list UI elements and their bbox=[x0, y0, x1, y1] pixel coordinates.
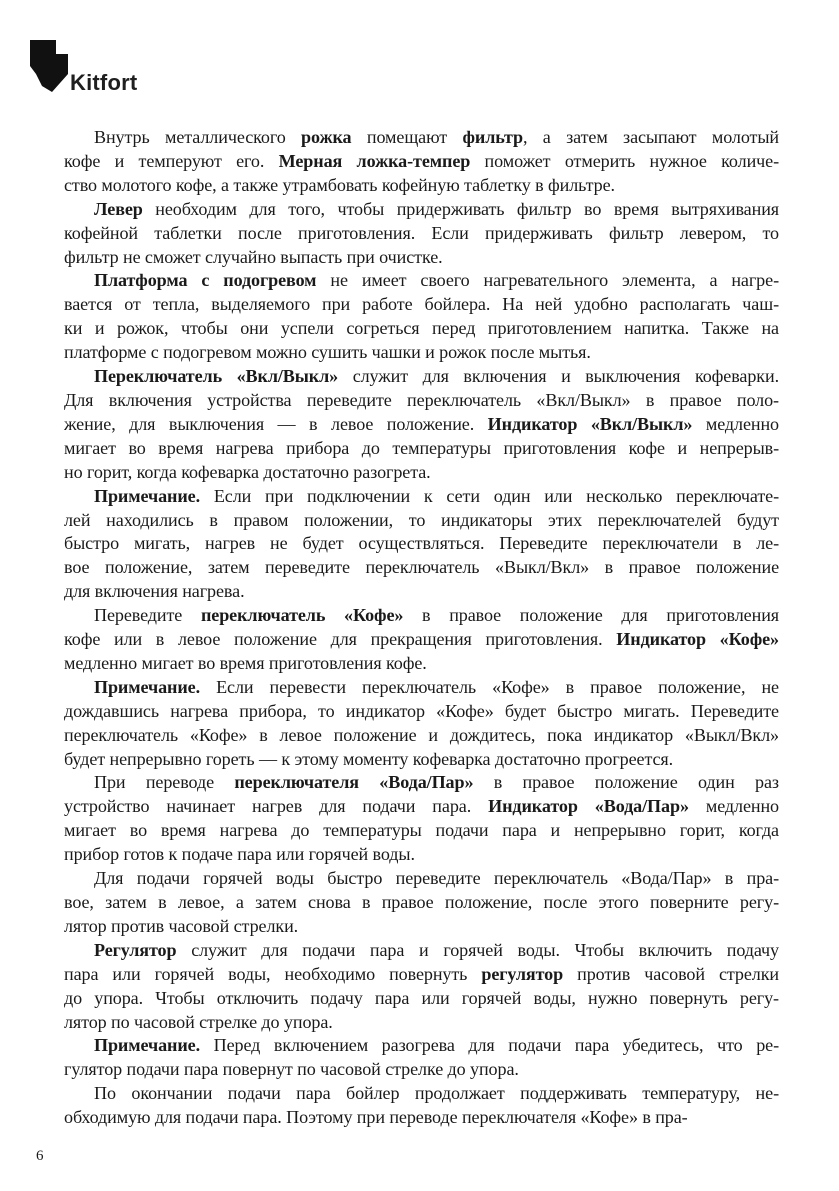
text-run: медленно bbox=[692, 413, 779, 434]
paragraph bbox=[64, 485, 779, 605]
text-run: Для включения устройства переведите переключатель «Вкл/Выкл» в правое поло- bbox=[64, 389, 779, 410]
text-line bbox=[64, 843, 779, 867]
text-line bbox=[64, 509, 779, 533]
text-line bbox=[64, 867, 779, 891]
text-run: , а затем засыпают молотый bbox=[523, 127, 779, 147]
text-line bbox=[64, 1058, 779, 1082]
text-run: Если перевести переключатель «Кофе» в правое положение, не bbox=[200, 676, 779, 697]
text-line bbox=[64, 819, 779, 843]
text-run: служит для включения и выключения кофеварки. bbox=[338, 366, 780, 387]
text-run: не имеет своего нагревательного элемента, а нагре- bbox=[316, 270, 779, 291]
paragraph bbox=[64, 126, 779, 198]
paragraph bbox=[64, 771, 779, 867]
text-line bbox=[64, 126, 779, 150]
text-run: Внутрь металлического bbox=[94, 127, 302, 147]
text-run: Если при подключении к сети один или несколько переключате- bbox=[200, 485, 779, 506]
text-run: дождавшись нагрева прибора, то индикатор «Кофе» будет быстро мигать. Переведите bbox=[64, 700, 779, 721]
text-run: При переводе bbox=[94, 772, 235, 793]
text-line bbox=[64, 771, 779, 795]
text-run: будет непрерывно гореть — к этому моменту кофеварка достаточно прогреется. bbox=[64, 748, 674, 769]
text-run: служит для подачи пара и горячей воды. Чтобы включить подачу bbox=[176, 939, 779, 960]
bold-term: Примечание. bbox=[94, 676, 201, 697]
paragraph bbox=[64, 198, 779, 270]
brand-name: Kitfort bbox=[70, 70, 138, 95]
paragraph bbox=[64, 867, 779, 939]
text-run: для включения нагрева. bbox=[64, 581, 245, 602]
text-line bbox=[64, 461, 779, 485]
text-run: вается от тепла, выделяемого при работе бойлера. На ней удобно располагать чаш- bbox=[64, 294, 779, 315]
bold-term: регулятор bbox=[481, 963, 564, 984]
text-line bbox=[64, 246, 779, 270]
text-line bbox=[64, 198, 779, 222]
text-line bbox=[64, 652, 779, 676]
text-run: Переведите bbox=[94, 605, 201, 626]
text-run: кофе или в левое положение для прекращения приготовления. bbox=[64, 629, 617, 650]
paragraph bbox=[64, 269, 779, 365]
text-run: Для подачи горячей воды быстро переведите переключатель «Вода/Пар» в пра- bbox=[94, 868, 779, 889]
brand-logo bbox=[30, 40, 190, 100]
text-run: жение, для выключения — в левое положение. bbox=[64, 413, 488, 434]
text-run: мигает во время нагрева до температуры подачи пара и непрерывно горит, когда bbox=[64, 820, 779, 841]
paragraph bbox=[64, 939, 779, 1035]
text-line bbox=[64, 915, 779, 939]
text-run: вое, затем в левое, а затем снова в правое положение, после этого поверните регу- bbox=[64, 892, 779, 912]
text-run: в правое положение один раз bbox=[473, 772, 779, 793]
text-line bbox=[64, 1106, 779, 1130]
bold-term: Левер bbox=[94, 198, 143, 219]
text-line bbox=[64, 987, 779, 1011]
text-run: мигает во время нагрева прибора до температуры приготовления кофе и непрерыв- bbox=[64, 437, 779, 458]
text-line bbox=[64, 748, 779, 772]
text-run: платформе с подогревом можно сушить чашки и рожок после мытья. bbox=[64, 342, 591, 363]
text-line bbox=[64, 891, 779, 915]
text-run: устройство начинает нагрев для подачи пара. bbox=[64, 796, 489, 817]
text-line bbox=[64, 269, 779, 293]
text-run: Перед включением разогрева для подачи пара убедитесь, что ре- bbox=[200, 1035, 779, 1056]
bold-term: фильтр bbox=[462, 127, 523, 147]
page-number: 6 bbox=[36, 1148, 44, 1164]
text-line bbox=[64, 628, 779, 652]
text-line bbox=[64, 413, 779, 437]
text-run: против часовой стрелки bbox=[563, 963, 779, 984]
paragraph bbox=[64, 1082, 779, 1130]
paragraph bbox=[64, 1034, 779, 1082]
text-line bbox=[64, 963, 779, 987]
text-run: пара или горячей воды, необходимо повернуть bbox=[64, 963, 482, 984]
bold-term: Мерная ложка-темпер bbox=[278, 150, 471, 171]
text-run: кофе и темперуют его. bbox=[64, 150, 279, 171]
text-run: По окончании подачи пара бойлер продолжает поддерживать температуру, не- bbox=[94, 1083, 779, 1104]
text-run: ство молотого кофе, а также утрамбовать кофейную таблетку в фильтре. bbox=[64, 174, 615, 195]
text-run: помещают bbox=[351, 127, 463, 147]
text-line bbox=[64, 389, 779, 413]
text-line bbox=[64, 1034, 779, 1058]
paragraph bbox=[64, 365, 779, 485]
bold-term: Регулятор bbox=[94, 939, 177, 960]
text-line bbox=[64, 724, 779, 748]
bold-term: Примечание. bbox=[94, 1035, 201, 1056]
text-run: вое положение, затем переведите переключатель «Выкл/Вкл» в правое положение bbox=[64, 557, 779, 578]
kitfort-logo-icon bbox=[30, 40, 68, 92]
text-line bbox=[64, 437, 779, 461]
paragraph bbox=[64, 676, 779, 772]
text-line bbox=[64, 1011, 779, 1035]
text-line bbox=[64, 222, 779, 246]
text-line bbox=[64, 485, 779, 509]
text-line bbox=[64, 341, 779, 365]
text-run: но горит, когда кофеварка достаточно разогрета. bbox=[64, 461, 431, 482]
bold-term: переключатель «Кофе» bbox=[200, 605, 404, 626]
bold-term: Примечание. bbox=[94, 485, 201, 506]
document-body bbox=[64, 126, 779, 1130]
bold-term: Индикатор «Вкл/Выкл» bbox=[487, 413, 693, 434]
text-line bbox=[64, 174, 779, 198]
paragraph bbox=[64, 604, 779, 676]
text-line bbox=[64, 700, 779, 724]
text-run: необходим для того, чтобы придерживать фильтр во время вытряхивания bbox=[142, 198, 779, 219]
text-line bbox=[64, 365, 779, 389]
bold-term: рожка bbox=[301, 127, 352, 147]
text-run: переключатель «Кофе» в левое положение и дождитесь, пока индикатор «Выкл/Вкл» bbox=[64, 724, 779, 745]
bold-term: переключателя «Вода/Пар» bbox=[234, 772, 474, 793]
text-run: в правое положение для приготовления bbox=[403, 605, 780, 626]
bold-term: Индикатор «Вода/Пар» bbox=[488, 796, 689, 817]
text-run: лятор против часовой стрелки. bbox=[64, 915, 299, 936]
text-line bbox=[64, 676, 779, 700]
text-line bbox=[64, 556, 779, 580]
text-run: ки и рожок, чтобы они успели согреться перед приготовлением напитка. Также на bbox=[64, 318, 779, 339]
text-line bbox=[64, 580, 779, 604]
text-run: фильтр не сможет случайно выпасть при очистке. bbox=[64, 246, 443, 267]
bold-term: Переключатель «Вкл/Выкл» bbox=[94, 366, 339, 387]
text-run: быстро мигать, нагрев не будет осуществляться. Переведите переключатели в ле- bbox=[64, 533, 779, 554]
bold-term: Индикатор «Кофе» bbox=[616, 629, 779, 650]
text-run: медленно мигает во время приготовления кофе. bbox=[64, 652, 427, 673]
text-line bbox=[64, 150, 779, 174]
text-run: прибор готов к подаче пара или горячей воды. bbox=[64, 844, 415, 865]
text-line bbox=[64, 532, 779, 556]
text-line bbox=[64, 317, 779, 341]
text-line bbox=[64, 293, 779, 317]
text-run: гулятор подачи пара повернут по часовой стрелке до упора. bbox=[64, 1059, 519, 1080]
text-run: кофейной таблетки после приготовления. Если придерживать фильтр левером, то bbox=[64, 222, 779, 243]
text-run: до упора. Чтобы отключить подачу пара или горячей воды, нужно повернуть регу- bbox=[64, 987, 779, 1008]
text-run: обходимую для подачи пара. Поэтому при переводе переключателя «Кофе» в пра- bbox=[64, 1107, 688, 1128]
text-line bbox=[64, 939, 779, 963]
text-line bbox=[64, 1082, 779, 1106]
bold-term: Платформа с подогревом bbox=[94, 270, 317, 291]
text-line bbox=[64, 604, 779, 628]
text-line bbox=[64, 795, 779, 819]
text-run: лятор по часовой стрелке до упора. bbox=[64, 1011, 333, 1032]
text-run: поможет отмерить нужное количе- bbox=[470, 150, 780, 171]
text-run: лей находились в правом положении, то индикаторы этих переключателей будут bbox=[64, 509, 779, 530]
text-run: медленно bbox=[688, 796, 780, 817]
